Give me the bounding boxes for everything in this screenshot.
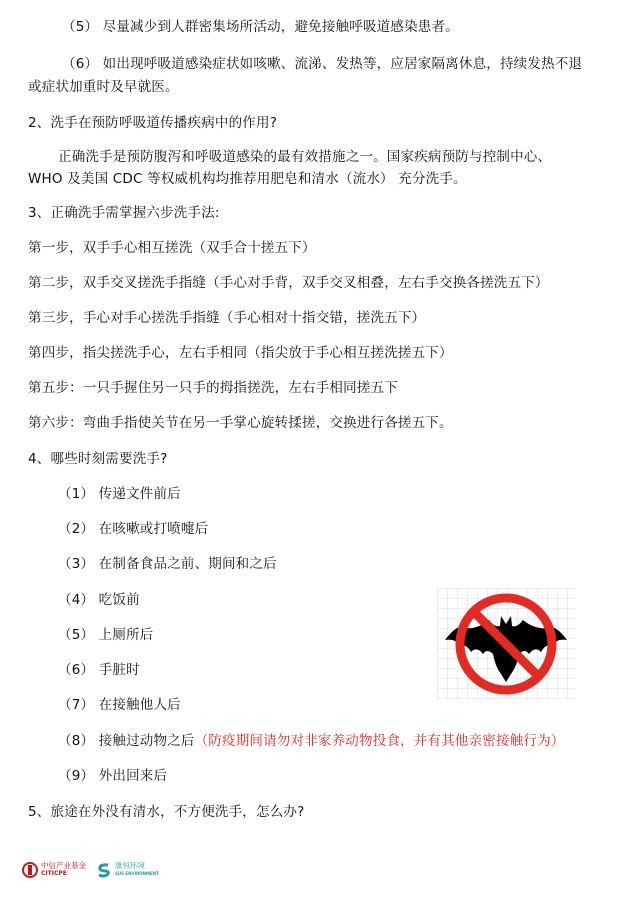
question-4: 4、哪些时刻需要洗手? [28, 451, 168, 467]
sus-logo-cn: 康恒环境 [115, 861, 145, 870]
time-item-3: （3） 在制备食品之前、期间和之后 [58, 556, 277, 572]
para-6-line1: （6） 如出现呼吸道感染症状如咳嗽、流涕、发热等，应居家隔离休息，持续发热不退 [62, 56, 583, 72]
question-5: 5、旅途在外没有清水，不方便洗手，怎么办? [28, 804, 305, 820]
time-item-7: （7） 在接触他人后 [58, 697, 181, 713]
step-5: 第五步：一只手握住另一只手的拇指搓洗，左右手相同搓五下 [28, 380, 398, 396]
sus-logo-en: SUS ENVIRONMENT [115, 871, 159, 876]
time-item-8-text: （8） 接触过动物之后 [58, 733, 195, 749]
para-5: （5） 尽量减少到人群密集场所活动，避免接触呼吸道感染患者。 [62, 19, 459, 35]
time-item-8 [58, 732, 565, 750]
sus-logo [96, 858, 159, 882]
citicpe-logo-icon [22, 862, 38, 878]
time-item-2: （2） 在咳嗽或打喷嚏后 [58, 521, 209, 537]
citicpe-logo [22, 858, 86, 882]
no-bat-sign-icon [437, 588, 575, 700]
time-item-5: （5） 上厕所后 [58, 627, 154, 643]
step-4: 第四步，指尖搓洗手心，左右手相同（指尖放于手心相互搓洗搓五下） [28, 345, 453, 361]
step-3: 第三步，手心对手心搓洗手指缝（手心相对十指交错，搓洗五下） [28, 310, 426, 326]
step-2: 第二步，双手交叉搓洗手指缝（手心对手背，双手交叉相叠，左右手交换各搓洗五下） [28, 275, 549, 291]
answer-2-line2: WHO 及美国 CDC 等权威机构均推荐用肥皂和清水（流水） 充分洗手。 [28, 171, 467, 187]
time-item-6: （6） 手脏时 [58, 662, 140, 678]
question-3: 3、正确洗手需掌握六步洗手法: [28, 205, 220, 221]
sus-logo-icon [96, 862, 112, 878]
answer-2-line1: 正确洗手是预防腹泻和呼吸道感染的最有效措施之一。国家疾病预防与控制中心、 [58, 149, 552, 165]
citicpe-logo-en: CITICPE [41, 870, 67, 877]
step-6: 第六步：弯曲手指使关节在另一手掌心旋转揉搓，交换进行各搓五下。 [28, 415, 453, 431]
time-item-9: （9） 外出回来后 [58, 768, 168, 784]
para-6-line2: 或症状加重时及早就医。 [28, 79, 179, 95]
question-2: 2、洗手在预防呼吸道传播疾病中的作用? [28, 115, 278, 131]
time-item-8-warning: （防疫期间请勿对非家养动物投食，并有其他亲密接触行为） [194, 733, 565, 749]
time-item-1: （1） 传递文件前后 [58, 486, 181, 502]
time-item-4: （4） 吃饭前 [58, 592, 140, 608]
citicpe-logo-cn: 中信产业基金 [41, 861, 86, 870]
step-1: 第一步，双手手心相互搓洗（双手合十搓五下） [28, 240, 316, 256]
